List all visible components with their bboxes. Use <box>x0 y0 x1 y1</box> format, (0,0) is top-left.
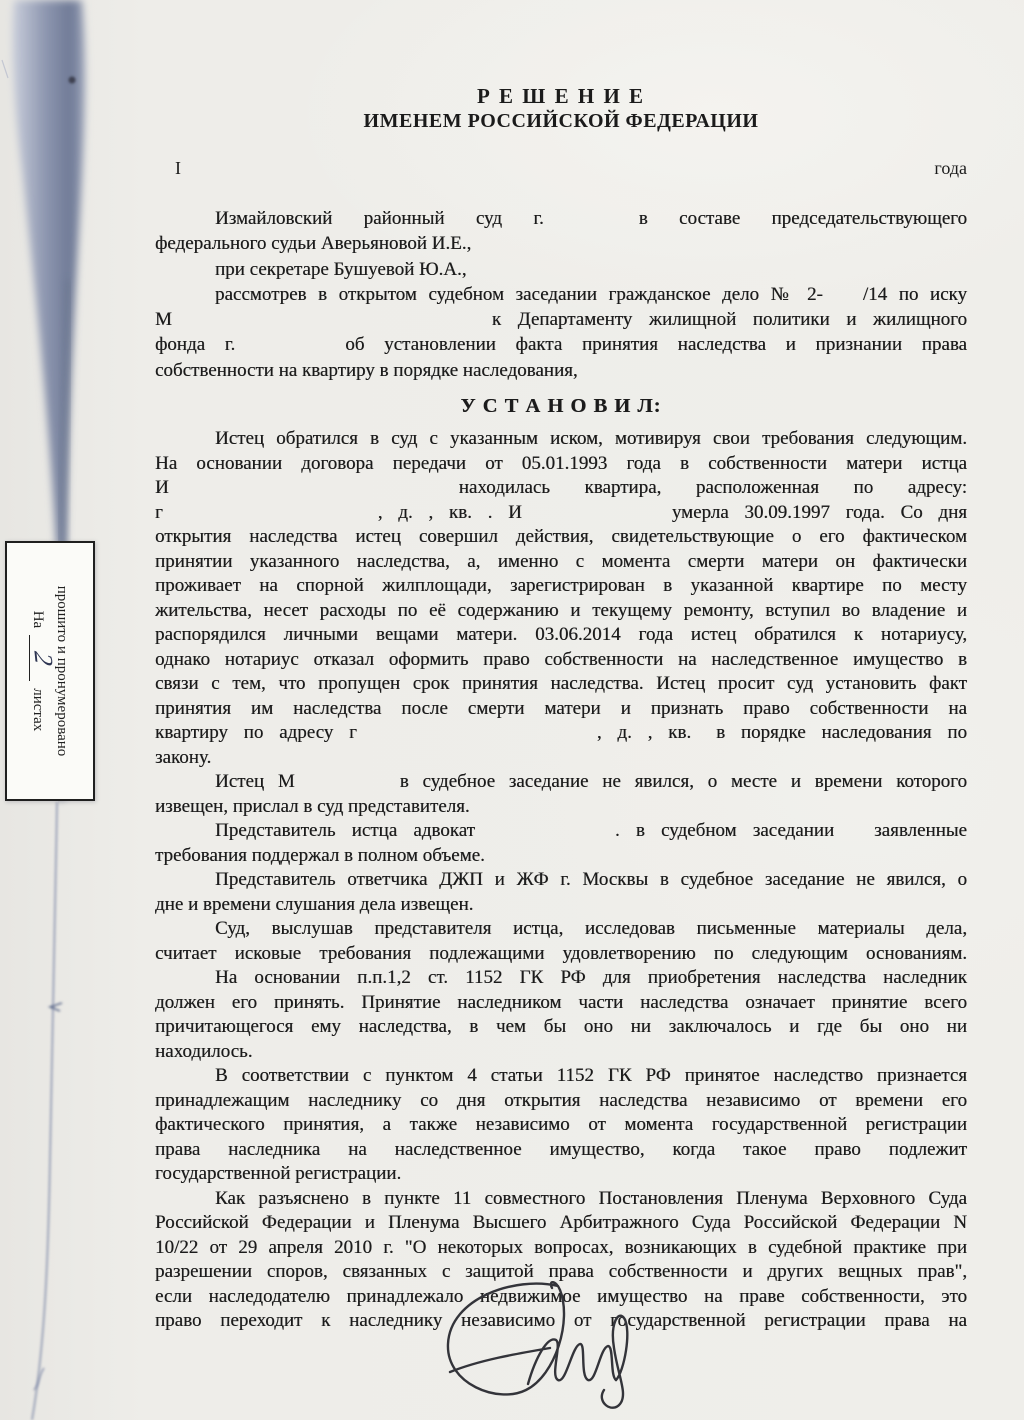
text-segment: заявленные <box>874 820 967 841</box>
text-line <box>155 648 967 673</box>
redacted-gap <box>691 737 716 738</box>
text-segment: /14 по иску <box>862 283 967 305</box>
text-segment: разрешении споров, связанных с защитой права собственности и других вещных прав", <box>155 1261 967 1282</box>
text-line <box>155 917 967 942</box>
text-line <box>155 966 967 991</box>
text-segment: квартиру по адресу г <box>155 722 357 743</box>
stamp-sheet-count-line <box>28 610 60 732</box>
text-segment: дне и времени слушания дела извещен. <box>155 893 474 915</box>
text-line <box>155 1236 967 1261</box>
text-line <box>155 574 967 599</box>
text-line <box>155 746 967 771</box>
text-segment: принятии указанного наследства, а, именно с момента смерти матери он фактически <box>155 550 967 572</box>
text-line <box>155 1211 967 1236</box>
redacted-gap <box>834 835 874 836</box>
text-segment: фактического принятия, а также независимо от момента государственной регистрации <box>155 1114 967 1135</box>
text-segment: Представитель ответчика ДЖП и ЖФ г. Москвы в судебное заседание не явился, о <box>215 869 967 890</box>
text-line <box>155 770 967 795</box>
text-segment: И <box>155 477 169 498</box>
text-segment: находилась квартира, расположенная по адресу: <box>458 477 967 498</box>
text-segment: , д. , кв. . И <box>377 501 522 523</box>
text-segment: должен его принять. Принятие наследником части наследства означает принятие всего <box>155 991 967 1013</box>
redacted-gap <box>295 786 400 787</box>
ustanovil-heading: У С Т А Н О В И Л: <box>460 395 662 417</box>
text-segment: государственной регистрации. <box>155 1163 402 1184</box>
text-segment: принадлежащим наследнику со дня открытия наследства независимо от времени его <box>155 1089 967 1111</box>
redacted-gap <box>522 517 672 518</box>
text-line <box>155 721 967 746</box>
text-segment: фонда г. <box>155 334 236 356</box>
stitched-numbered-stamp <box>5 541 95 801</box>
text-segment: Измайловский районный суд г. <box>215 208 544 229</box>
text-line <box>155 1064 967 1089</box>
text-line <box>155 868 967 893</box>
text-line <box>155 1089 967 1114</box>
text-segment: закону. <box>155 746 212 768</box>
redacted-gap <box>172 324 492 325</box>
text-line <box>155 1040 967 1065</box>
redacted-gap <box>235 349 345 350</box>
text-line <box>155 697 967 722</box>
text-segment: права наследника на наследственное имущество, когда такое право подлежит <box>155 1138 967 1160</box>
text-line <box>155 819 967 844</box>
text-line <box>155 1113 967 1138</box>
document-subtitle: ИМЕНЕМ РОССИЙСКОЙ ФЕДЕРАЦИИ <box>363 110 759 132</box>
date-fragment-right: года <box>934 158 967 178</box>
text-line <box>155 1138 967 1163</box>
text-line <box>155 231 967 256</box>
text-line <box>155 991 967 1016</box>
text-line <box>155 501 967 526</box>
text-segment: собственности на квартиру в порядке наследования, <box>155 359 578 381</box>
redacted-gap <box>544 223 639 224</box>
text-segment: г <box>155 501 163 523</box>
judge-signature <box>420 1272 680 1420</box>
text-segment: требования поддержал в полном объеме. <box>155 844 485 866</box>
text-line <box>155 623 967 648</box>
text-segment: На основании договора передачи от 05.01.1993 года в собственности матери истца <box>155 452 967 474</box>
text-segment: принятия им наследства после смерти матери и признать право собственности на <box>155 697 967 719</box>
redacted-gap <box>823 299 863 300</box>
text-line <box>155 332 967 357</box>
text-line <box>155 795 967 820</box>
decision-body <box>155 427 967 1334</box>
stamp-sheets-label: листах <box>30 688 47 732</box>
court-composition-paragraph <box>155 206 967 383</box>
text-segment: Как разъяснено в пункте 11 совместного Постановления Пленума Верховного Суда <box>215 1187 967 1209</box>
text-segment: проживает на спорной жилплощади, зарегистрирован в указанной квартире по месту <box>155 575 967 596</box>
text-line <box>155 599 967 624</box>
date-fragment-left: I <box>175 158 181 178</box>
text-line <box>155 282 967 307</box>
text-segment: На основании п.п.1,2 ст. 1152 ГК РФ для приобретения наследства наследник <box>215 967 967 988</box>
text-segment: распорядился личными вещами матери. 03.06.2014 года истец обратился к нотариусу, <box>155 624 967 645</box>
redacted-gap <box>163 517 378 518</box>
text-segment: считает исковые требования подлежащими удовлетворению по следующим основаниям. <box>155 942 967 964</box>
text-segment: в судебное заседание не явился, о месте и времени которого <box>399 771 968 792</box>
stamp-rotated-text <box>7 543 93 799</box>
text-line <box>155 206 967 231</box>
text-segment: В соответствии с пунктом 4 статьи 1152 ГК РФ принятое наследство признается <box>215 1065 967 1086</box>
text-segment: М <box>155 309 172 331</box>
text-line <box>155 672 967 697</box>
text-segment: Представитель истца адвокат <box>215 820 475 841</box>
text-segment: связи с тем, что пропущен срок принятия наследства. Истец просит суд установить факт <box>155 673 967 694</box>
text-segment: в порядке наследования по <box>716 722 967 743</box>
text-segment: , д. , кв. <box>596 722 692 743</box>
text-segment: причитающегося ему наследства, в чем бы оно ни заключалось и где бы оно ни <box>155 1016 967 1037</box>
text-segment: к Департаменту жилищной политики и жилищного <box>491 309 967 331</box>
text-line <box>155 550 967 575</box>
text-line <box>155 893 967 918</box>
text-segment: право переходит к наследнику независимо от государственной регистрации права на <box>155 1310 967 1331</box>
text-segment: рассмотрев в открытом судебном заседании гражданское дело № 2- <box>215 283 823 305</box>
text-line <box>155 942 967 967</box>
text-segment: жительства, несет расходы по её содержанию и текущему ремонту, вступил во владение и <box>155 599 967 621</box>
stamp-line: прошито и пронумеровано <box>54 585 71 757</box>
text-segment: федерального судьи Аверьяновой И.Е., <box>155 233 472 255</box>
text-segment: . в судебном заседании <box>614 820 835 841</box>
text-line <box>155 476 967 501</box>
text-segment: в составе председательствующего <box>638 208 967 229</box>
sheet-count-underline <box>28 635 60 681</box>
text-segment: открытия наследства истец совершил действия, свидетельствующие о его фактическом <box>155 526 967 547</box>
text-segment: извещен, прислал в суд представителя. <box>155 795 470 817</box>
text-segment: Истец обратился в суд с указанным иском, мотивируя свои требования следующим. <box>215 428 967 449</box>
text-segment: находилось. <box>155 1040 253 1062</box>
text-segment: об установлении факта принятия наследства и признании права <box>345 334 967 356</box>
text-line <box>155 1015 967 1040</box>
text-segment: однако нотариус отказал оформить право собственности на наследственное имущество в <box>155 648 967 670</box>
stamp-na-label: На <box>30 610 47 629</box>
text-line <box>155 358 967 383</box>
text-line <box>155 1162 967 1187</box>
text-segment: при секретаре Бушуевой Ю.А., <box>215 258 467 280</box>
text-line <box>155 525 967 550</box>
text-segment: Российской Федерации и Пленума Высшего Арбитражного Суда Российской Федерации N <box>155 1212 967 1233</box>
text-line <box>155 307 967 332</box>
text-line <box>155 427 967 452</box>
text-segment: умерла 30.09.1997 года. Со дня <box>671 501 967 523</box>
text-line <box>155 452 967 477</box>
text-line <box>155 844 967 869</box>
text-line <box>155 1187 967 1212</box>
handwritten-sheet-count: 2 <box>28 649 60 667</box>
text-segment: если наследодателю принадлежало недвижимое имущество на праве собственности, это <box>155 1285 967 1307</box>
redacted-gap <box>169 492 459 493</box>
text-segment: Истец М <box>215 771 295 792</box>
date-line <box>155 158 967 179</box>
document-title: Р Е Ш Е Н И Е <box>476 84 646 108</box>
redacted-gap <box>357 737 597 738</box>
text-segment: 10/22 от 29 апреля 2010 г. "О некоторых вопросах, возникающих в судебной практике при <box>155 1236 967 1258</box>
redacted-gap <box>475 835 615 836</box>
text-line <box>155 257 967 282</box>
text-segment: Суд, выслушав представителя истца, исследовав письменные материалы дела, <box>215 918 967 939</box>
